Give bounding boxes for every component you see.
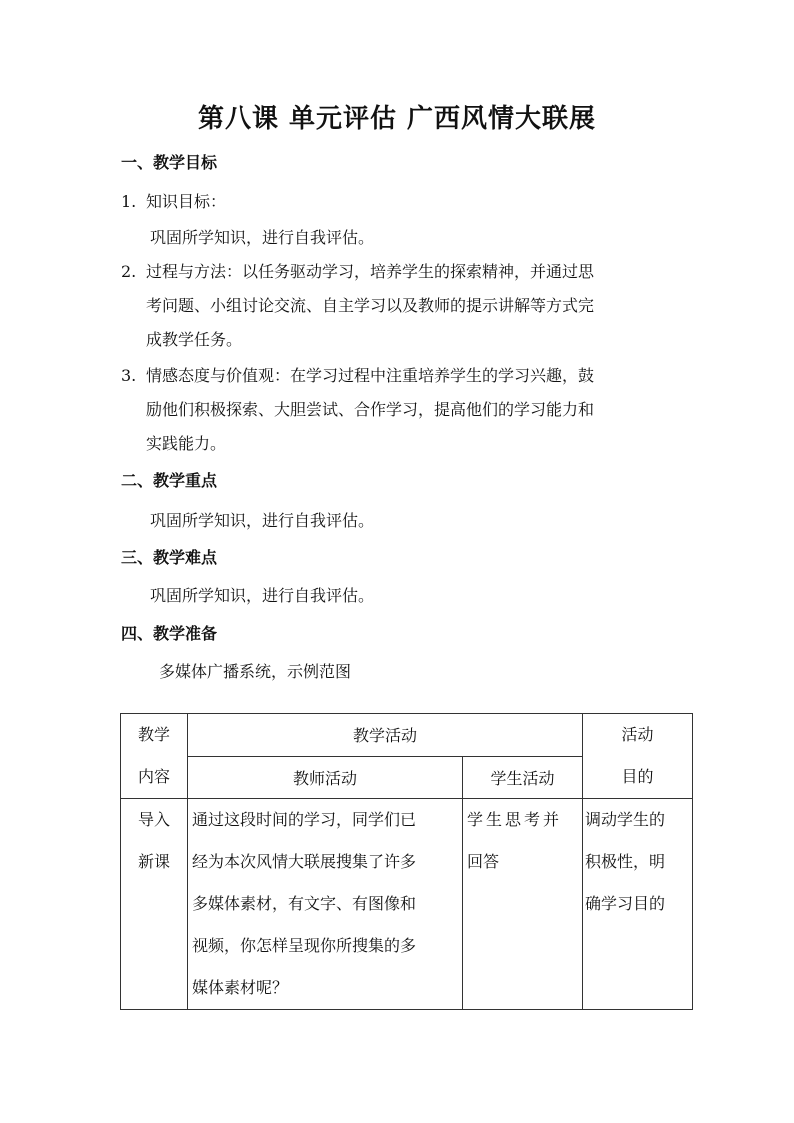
row-content-line-1: 导入 xyxy=(137,810,170,829)
teacher-line-1: 通过这段时间的学习，同学们已 xyxy=(192,810,417,829)
section-heading-preparation: 四、教学准备 xyxy=(121,624,218,643)
header-purpose-line-2: 目的 xyxy=(621,767,654,786)
header-content-cell xyxy=(121,714,188,799)
goal-3-line-1: 情感态度与价值观：在学习过程中注重培养学生的学习兴趣，鼓 xyxy=(146,366,595,385)
row-teacher-cell xyxy=(188,799,463,1010)
difficulties-text: 巩固所学知识，进行自我评估。 xyxy=(150,586,375,605)
goal-number-1: 1. xyxy=(121,192,137,211)
teacher-line-3: 多媒体素材，有文字、有图像和 xyxy=(192,894,417,913)
teacher-line-5: 媒体素材呢？ xyxy=(192,978,289,997)
student-line-1: 学生思考并 xyxy=(467,810,563,829)
teacher-line-4: 视频，你怎样呈现你所搜集的多 xyxy=(192,936,417,955)
row-content-cell xyxy=(121,799,188,1010)
lesson-plan-table xyxy=(120,713,693,1010)
goal-3-line-2: 励他们积极探索、大胆尝试、合作学习，提高他们的学习能力和 xyxy=(146,400,595,419)
section-heading-difficulties: 三、教学难点 xyxy=(121,548,218,567)
header-teacher-cell xyxy=(188,756,463,799)
goal-1-line: 巩固所学知识，进行自我评估。 xyxy=(150,228,375,247)
header-purpose-cell xyxy=(583,714,693,799)
header-activity-label: 教学活动 xyxy=(353,726,418,746)
table-row xyxy=(121,799,693,1010)
document-title: 第八课 单元评估 广西风情大联展 xyxy=(197,104,597,134)
header-purpose-line-1: 活动 xyxy=(621,725,654,744)
section-heading-objectives: 一、教学目标 xyxy=(121,153,218,172)
preparation-text: 多媒体广播系统，示例范图 xyxy=(159,662,352,681)
row-content-line-2: 新课 xyxy=(137,852,170,871)
student-line-2: 回答 xyxy=(467,852,500,871)
purpose-line-1: 调动学生的 xyxy=(585,810,666,829)
goal-number-2: 2. xyxy=(121,262,137,281)
section-heading-key-points: 二、教学重点 xyxy=(121,471,218,490)
goal-2-line-3: 成教学任务。 xyxy=(146,330,243,349)
purpose-line-2: 积极性，明 xyxy=(585,852,666,871)
header-content-line-2: 内容 xyxy=(137,767,170,786)
teacher-line-2: 经为本次风情大联展搜集了许多 xyxy=(192,852,417,871)
header-content-line-1: 教学 xyxy=(137,725,170,744)
key-points-text: 巩固所学知识，进行自我评估。 xyxy=(150,511,375,530)
header-student-label: 学生活动 xyxy=(490,768,555,788)
purpose-line-3: 确学习目的 xyxy=(585,894,666,913)
row-purpose-cell xyxy=(583,799,693,1010)
table-header-row-1 xyxy=(121,714,693,757)
goal-1-label: 知识目标： xyxy=(146,192,227,211)
goal-2-line-2: 考问题、小组讨论交流、自主学习以及教师的提示讲解等方式完 xyxy=(146,296,595,315)
header-activity-cell xyxy=(188,714,583,757)
header-student-cell xyxy=(463,756,583,799)
row-student-cell xyxy=(463,799,583,1010)
header-teacher-label: 教师活动 xyxy=(292,768,357,788)
goal-number-3: 3. xyxy=(121,366,137,385)
goal-3-line-3: 实践能力。 xyxy=(146,434,227,453)
goal-2-line-1: 过程与方法：以任务驱动学习，培养学生的探索精神，并通过思 xyxy=(146,262,595,281)
